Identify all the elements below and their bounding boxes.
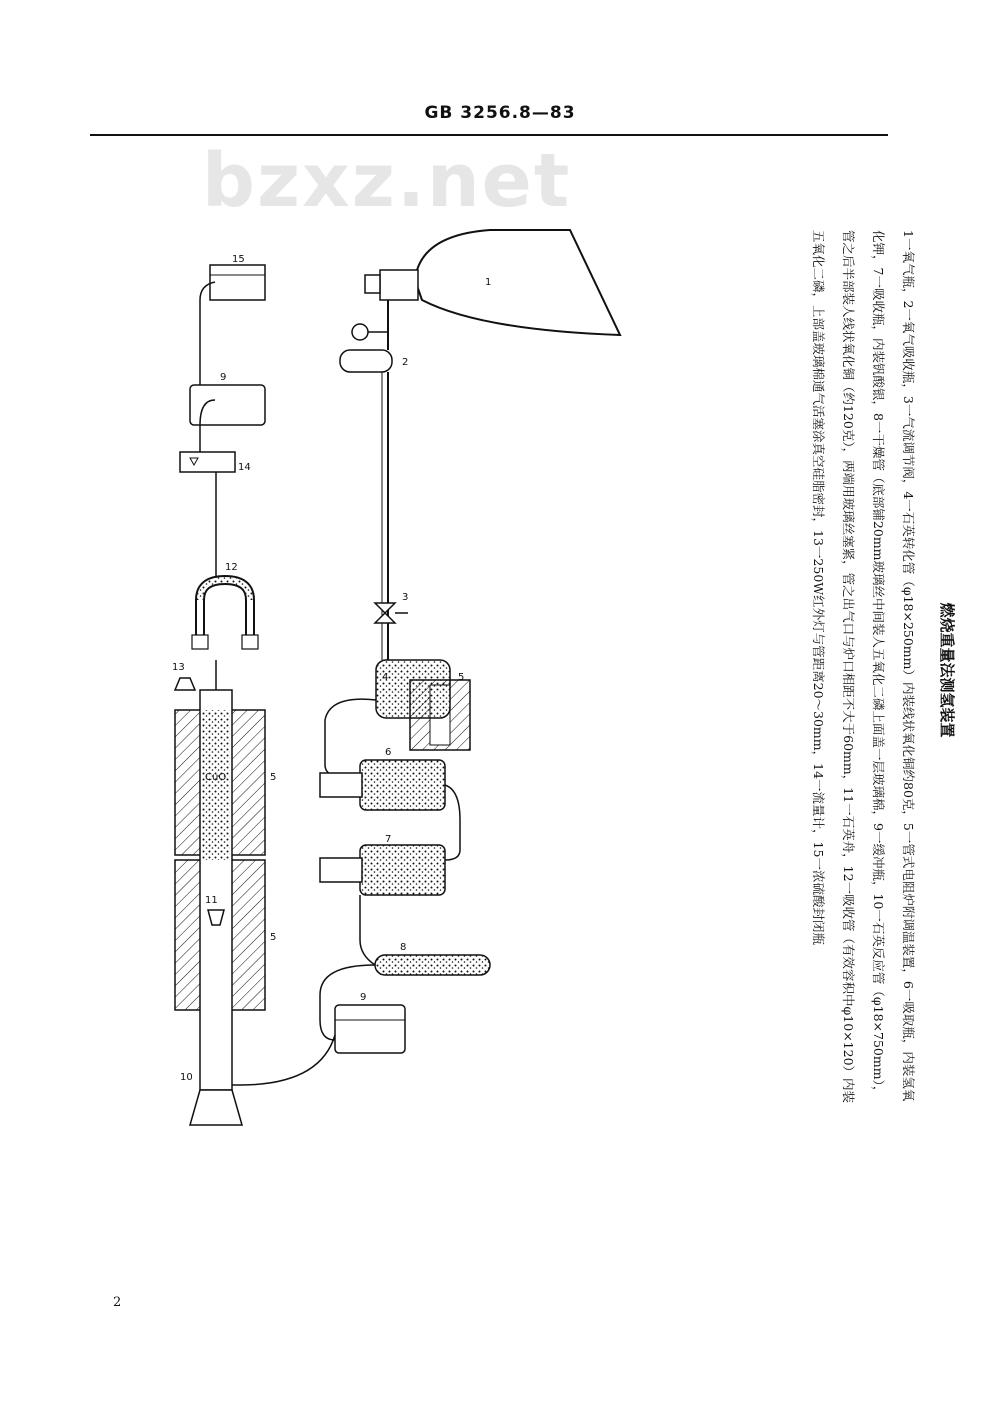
figure-caption — [650, 230, 960, 1110]
label-1: 1 — [485, 277, 492, 288]
standard-number: GB 3256.8—83 — [424, 103, 576, 123]
cuo-label: CuO — [205, 772, 227, 783]
label-5b: 5 — [270, 772, 277, 783]
vanadate-absorption-bottle — [320, 845, 445, 895]
label-5c: 5 — [270, 932, 277, 943]
infrared-lamp — [175, 678, 195, 690]
label-9a: 9 — [360, 992, 367, 1003]
sulfuric-acid-bottle — [210, 265, 265, 300]
koh-absorption-bottle — [320, 760, 445, 810]
label-10: 10 — [180, 1072, 193, 1083]
buffer-bottle-upper — [190, 385, 265, 425]
label-4: 4 — [382, 672, 389, 683]
label-12: 12 — [225, 562, 238, 573]
label-2: 2 — [402, 357, 409, 368]
label-3: 3 — [402, 592, 409, 603]
figure-title: 燃烧重量法测氢装置 — [938, 602, 956, 738]
figure-legend: 1一氧气瓶，2一氧气吸收瓶，3一气流调节阀，4一石英转化管（φ18×250mm）内装线状氧化铜约80克，5一管式电阻炉附调温装置，6一吸取瓶，内装氢氧化钾，7一吸收瓶，内装钒酸银，8一干燥管（底部铺20mm玻璃丝中间装人五氧化二磷上面盖一层玻璃棉，9一缓冲瓶，10一石英反应管（φ18×750mm），管之后半部装人线状氧化铜（约120克），两端用玻璃丝塞紧，管之出气口与炉口相距不大于60mm，11一石英舟，12一吸收管（有效容积中φ10×120）内装五氧化二磷，上部盖玻璃棉通气活塞涂真空硅脂密封，13一250W红外灯与管距离20～30mm，14一流量计，15一浓硫酸封闭瓶 — [811, 230, 916, 1104]
apparatus-diagram — [160, 220, 640, 1140]
label-7: 7 — [385, 834, 392, 845]
oxygen-cylinder — [365, 230, 620, 335]
drying-tube — [375, 955, 490, 975]
page-number: 2 — [113, 1295, 122, 1310]
reaction-tube-inlet — [190, 1090, 242, 1125]
label-11: 11 — [205, 895, 218, 906]
pressure-gauge — [352, 324, 368, 340]
label-15: 15 — [232, 254, 245, 265]
flowmeter — [180, 452, 235, 472]
label-5a: 5 — [458, 672, 465, 683]
buffer-bottle-lower — [335, 1005, 405, 1053]
u-absorption-tube — [192, 580, 258, 649]
label-8: 8 — [400, 942, 407, 953]
label-14: 14 — [238, 462, 251, 473]
label-6: 6 — [385, 747, 392, 758]
header-rule — [90, 134, 888, 136]
watermark: bzxz.net — [202, 138, 572, 224]
oxygen-absorption-bottle — [340, 350, 392, 372]
conversion-tube — [376, 660, 450, 718]
label-9b: 9 — [220, 372, 227, 383]
flow-valve — [375, 603, 408, 623]
label-13: 13 — [172, 662, 185, 673]
